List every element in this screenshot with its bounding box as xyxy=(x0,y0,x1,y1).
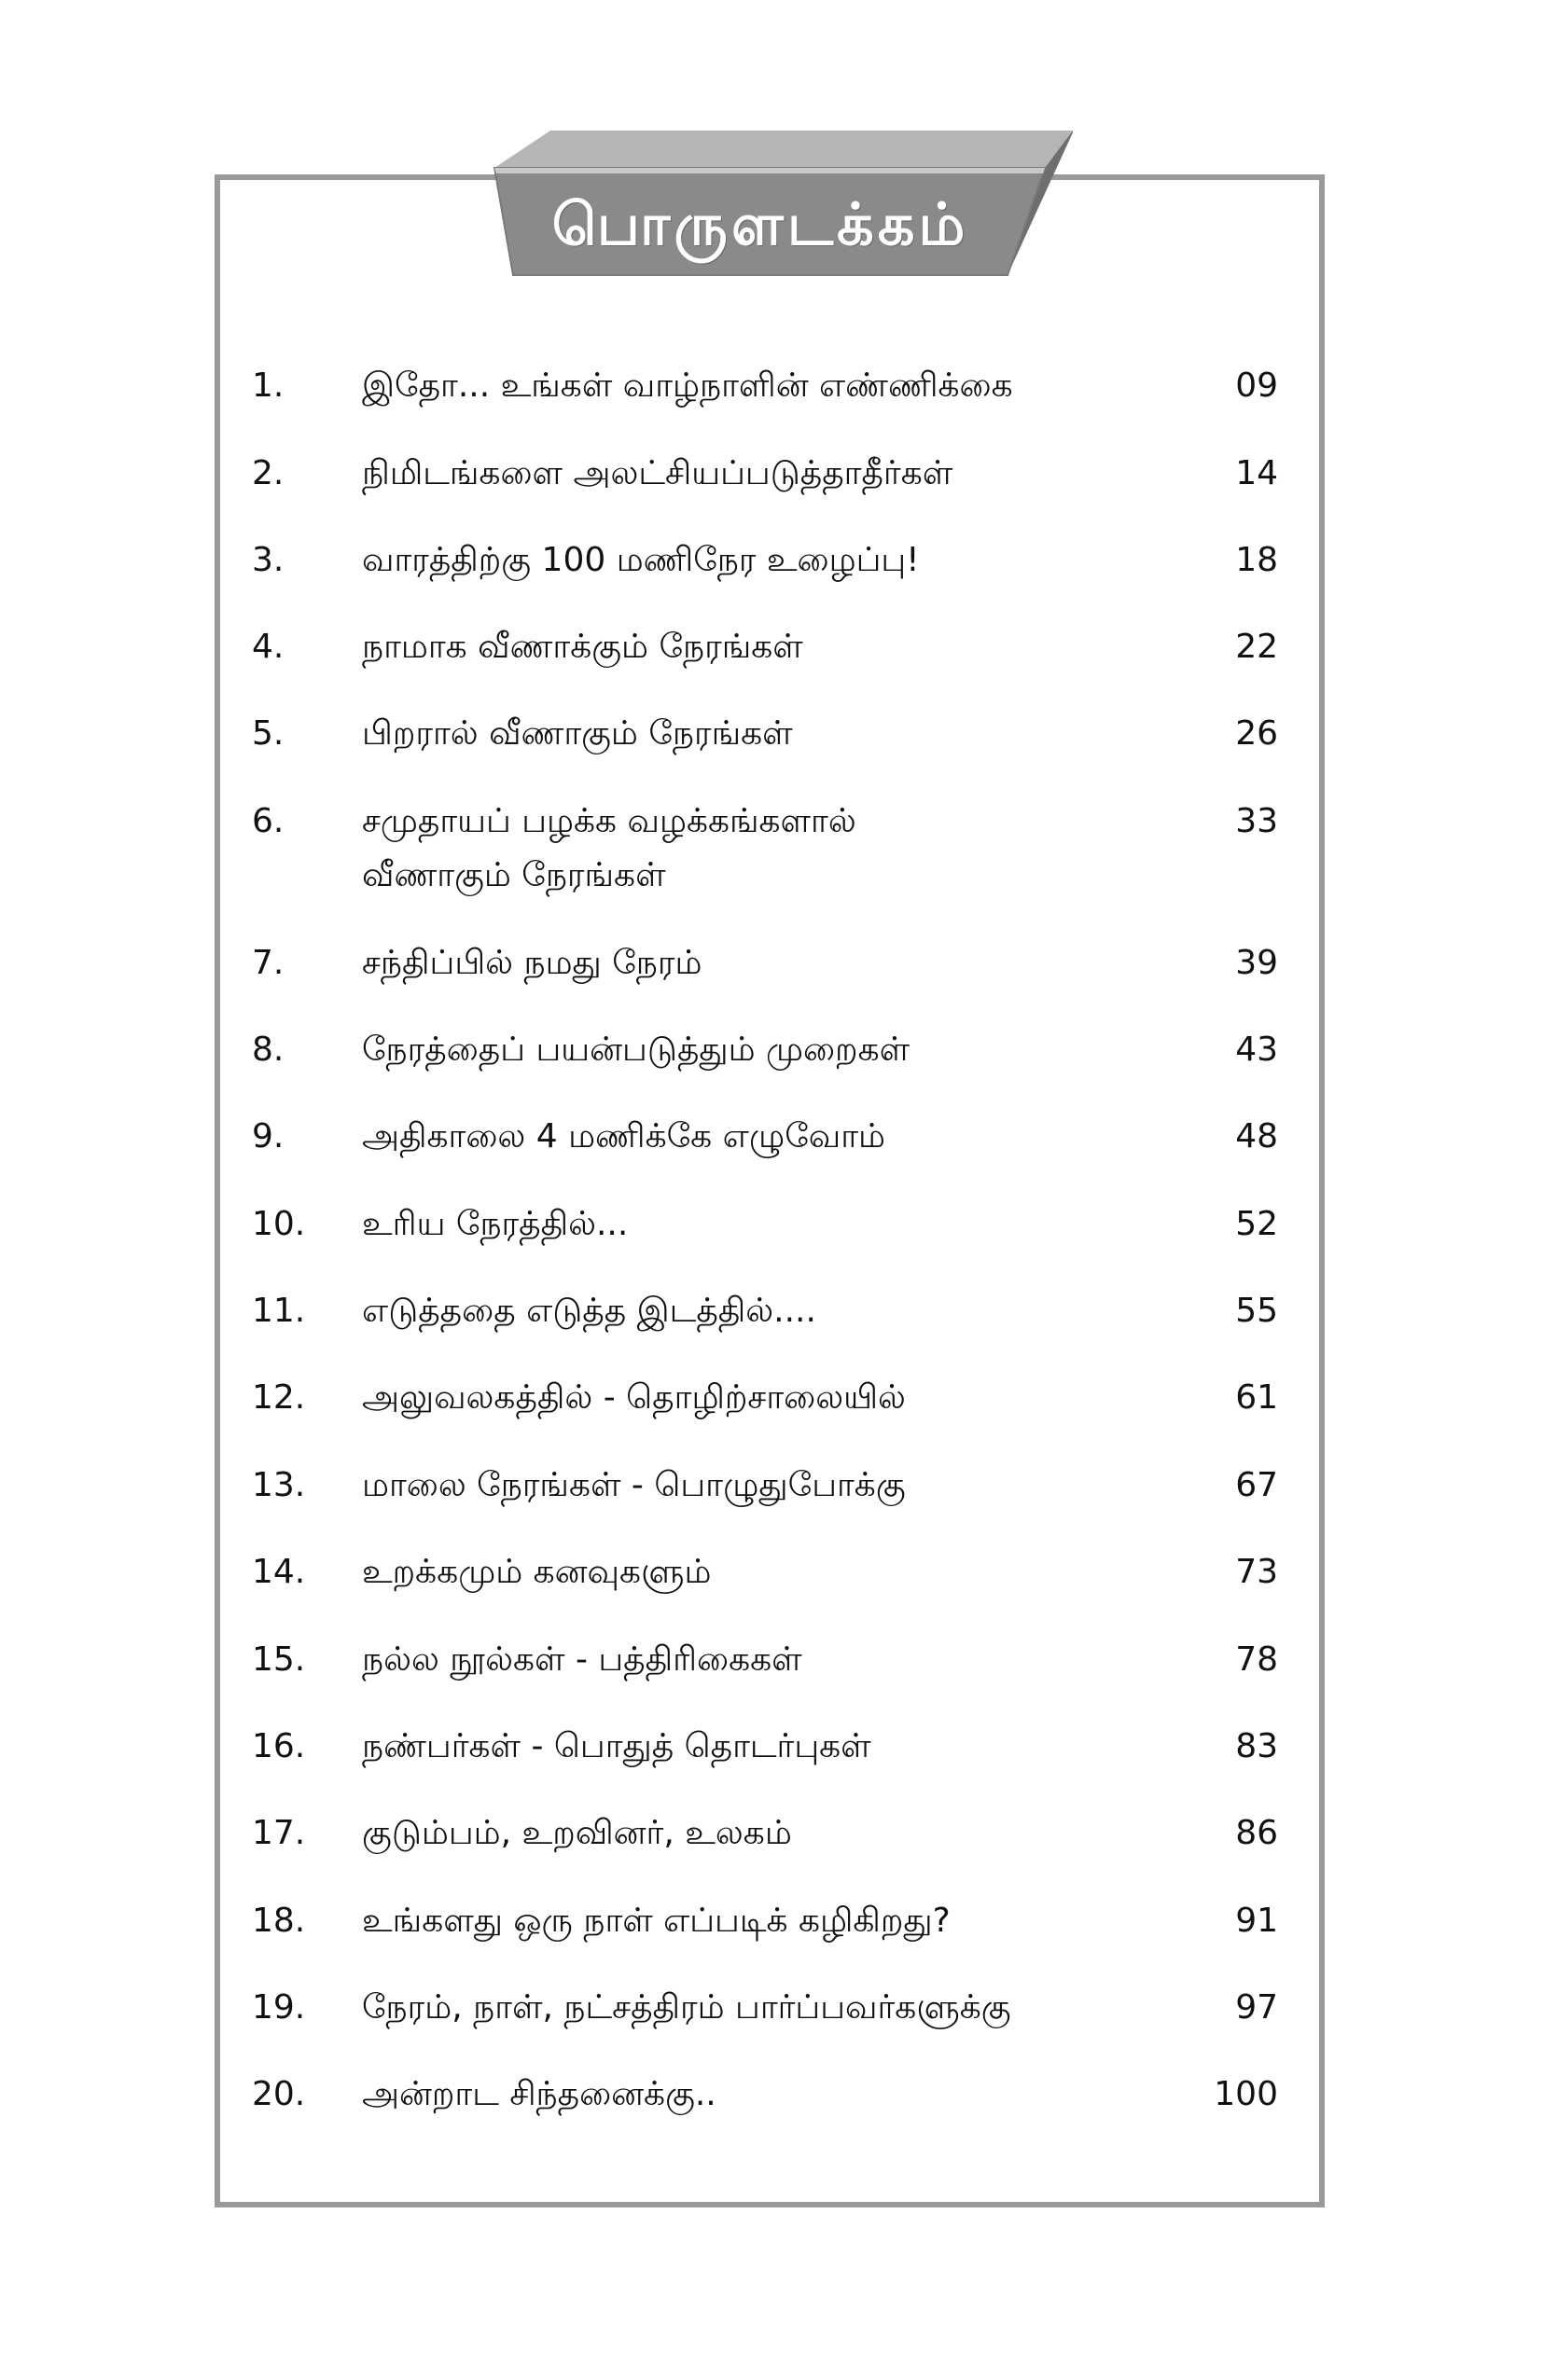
toc-entry-title: நல்ல நூல்கள் - பத்திரிகைகள் xyxy=(362,1640,802,1679)
toc-entry-number: 4. xyxy=(252,628,285,666)
toc-entry-page-number: 97 xyxy=(1235,1988,1278,2027)
toc-entry-title: உறக்கமும் கனவுகளும் xyxy=(362,1553,712,1591)
toc-entry-title: பிறரால் வீணாகும் நேரங்கள் xyxy=(362,714,793,753)
toc-entry-number: 11. xyxy=(252,1292,306,1330)
toc-entry-title: நேரத்தைப் பயன்படுத்தும் முறைகள் xyxy=(362,1031,911,1069)
toc-entry-title: வாரத்திற்கு 100 மணிநேர உழைப்பு! xyxy=(362,541,920,579)
toc-entry-title: சமுதாயப் பழக்க வழக்கங்களால் வீணாகும் நேரங்கள் xyxy=(362,802,856,894)
toc-entry-title: குடும்பம், உறவினர், உலகம் xyxy=(362,1814,792,1852)
toc-entry-title: எடுத்ததை எடுத்த இடத்தில்.... xyxy=(362,1292,816,1330)
toc-entry-page-number: 100 xyxy=(1214,2075,1278,2113)
toc-entry-page-number: 67 xyxy=(1235,1466,1278,1504)
page-title: பொருளடக்கம் xyxy=(551,190,969,258)
toc-entry-number: 3. xyxy=(252,541,285,579)
toc-entry-number: 16. xyxy=(252,1727,306,1765)
toc-entry-title: அன்றாட சிந்தனைக்கு.. xyxy=(362,2075,716,2113)
toc-entry-number: 18. xyxy=(252,1902,306,1940)
toc-entry-number: 5. xyxy=(252,714,285,753)
toc-entry-page-number: 78 xyxy=(1235,1640,1278,1679)
toc-entry-page-number: 83 xyxy=(1235,1727,1278,1765)
toc-entry-title: நேரம், நாள், நட்சத்திரம் பார்ப்பவர்களுக்கு xyxy=(362,1988,1011,2027)
toc-entry-number: 2. xyxy=(252,454,285,492)
toc-entry-number: 10. xyxy=(252,1205,306,1243)
toc-entry-page-number: 91 xyxy=(1235,1902,1278,1940)
toc-entry-page-number: 48 xyxy=(1235,1117,1278,1155)
toc-entry-title: அதிகாலை 4 மணிக்கே எழுவோம் xyxy=(362,1117,885,1155)
toc-entry-number: 6. xyxy=(252,802,285,840)
toc-entry-page-number: 55 xyxy=(1235,1292,1278,1330)
toc-entry-number: 19. xyxy=(252,1988,306,2027)
toc-entry-title: உரிய நேரத்தில்... xyxy=(362,1205,629,1243)
toc-entry-page-number: 39 xyxy=(1235,944,1278,982)
toc-entry-number: 8. xyxy=(252,1031,285,1069)
toc-entry-number: 9. xyxy=(252,1117,285,1155)
toc-entry-number: 15. xyxy=(252,1640,306,1679)
toc-entry-page-number: 52 xyxy=(1235,1205,1278,1243)
toc-entry-number: 7. xyxy=(252,944,285,982)
toc-entry-page-number: 43 xyxy=(1235,1031,1278,1069)
toc-entry-page-number: 26 xyxy=(1235,714,1278,753)
toc-entry-title: அலுவலகத்தில் - தொழிற்சாலையில் xyxy=(362,1378,906,1417)
toc-entry-page-number: 09 xyxy=(1235,367,1278,405)
toc-entry-title: நிமிடங்களை அலட்சியப்படுத்தாதீர்கள் xyxy=(362,454,953,492)
toc-entry-number: 1. xyxy=(252,367,285,405)
toc-entry-number: 17. xyxy=(252,1814,306,1852)
toc-entry-page-number: 86 xyxy=(1235,1814,1278,1852)
toc-entry-title: உங்களது ஒரு நாள் எப்படிக் கழிகிறது? xyxy=(362,1902,951,1940)
toc-entry-page-number: 14 xyxy=(1235,454,1278,492)
toc-entry-title: சந்திப்பில் நமது நேரம் xyxy=(362,944,702,982)
toc-entry-title: நாமாக வீணாக்கும் நேரங்கள் xyxy=(362,628,803,666)
toc-entry-title: நண்பர்கள் - பொதுத் தொடர்புகள் xyxy=(362,1727,871,1765)
toc-entry-number: 20. xyxy=(252,2075,306,2113)
toc-entry-page-number: 22 xyxy=(1235,628,1278,666)
toc-entry-title: இதோ... உங்கள் வாழ்நாளின் எண்ணிக்கை xyxy=(362,367,1013,405)
toc-entry-number: 14. xyxy=(252,1553,306,1591)
toc-entry-page-number: 61 xyxy=(1235,1378,1278,1417)
toc-entry-page-number: 33 xyxy=(1235,802,1278,840)
toc-entry-page-number: 73 xyxy=(1235,1553,1278,1591)
toc-entry-number: 13. xyxy=(252,1466,306,1504)
toc-entry-number: 12. xyxy=(252,1378,306,1417)
toc-entry-title: மாலை நேரங்கள் - பொழுதுபோக்கு xyxy=(362,1466,906,1504)
toc-entry-page-number: 18 xyxy=(1235,541,1278,579)
